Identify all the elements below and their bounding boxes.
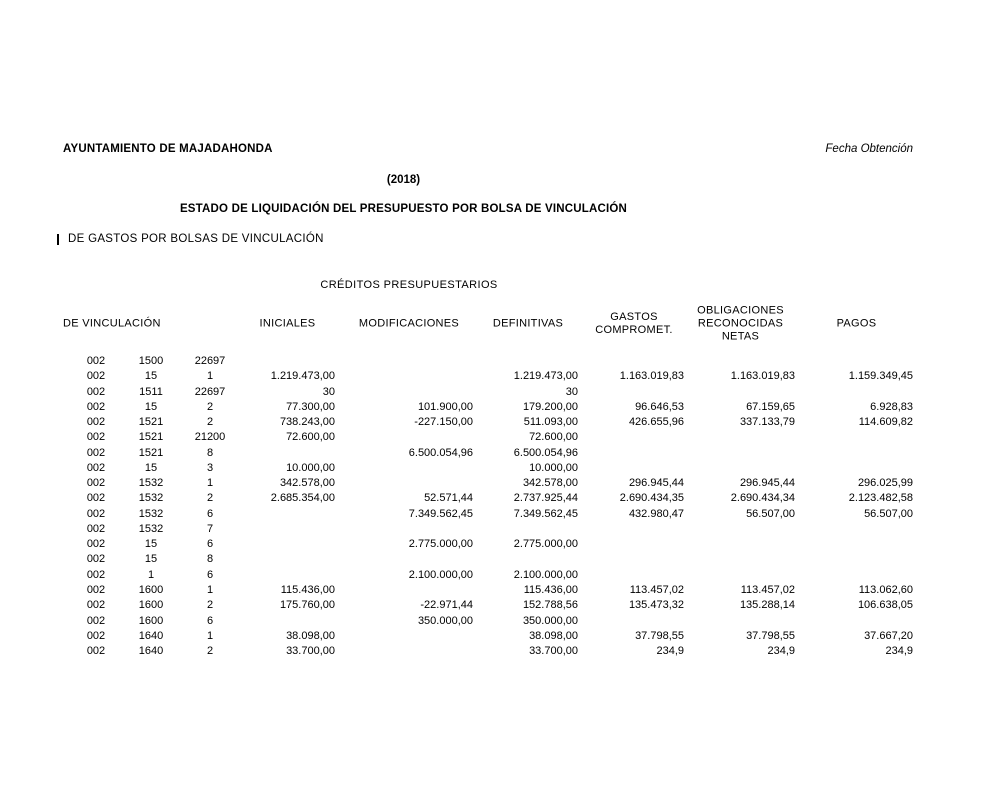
amount-cell: 2.690.434,34	[730, 492, 795, 505]
amount-cell: 234,9	[885, 645, 913, 658]
table-row	[0, 430, 1000, 445]
vinculacion-code-cell: 6	[206, 568, 214, 581]
amount-cell: 77.300,00	[286, 400, 335, 413]
vinculacion-code-cell: 002	[86, 400, 106, 413]
amount-cell: 2.100.000,00	[408, 568, 473, 581]
amount-cell: 38.098,00	[286, 629, 335, 642]
vinculacion-code-cell: 2	[206, 599, 214, 612]
amount-cell: 135.473,32	[628, 599, 684, 612]
amount-cell: 738.243,00	[279, 416, 335, 429]
vinculacion-code-cell: 6	[206, 538, 214, 551]
amount-cell: 114.609,82	[858, 416, 913, 429]
vinculacion-code-cell: 1	[206, 629, 214, 642]
vinculacion-code-cell: 002	[86, 522, 106, 535]
vinculacion-code-cell: 15	[144, 370, 158, 383]
vinculacion-code-cell: 6	[206, 614, 214, 627]
amount-cell: 342.578,00	[279, 477, 335, 490]
amount-cell: 113.457,02	[629, 583, 684, 596]
amount-cell: 350.000,00	[417, 614, 473, 627]
amount-cell: 1.219.473,00	[513, 370, 578, 383]
amount-cell: 33.700,00	[529, 645, 578, 658]
vinculacion-code-cell: 7	[206, 522, 214, 535]
section-label: DE GASTOS POR BOLSAS DE VINCULACIÓN	[68, 233, 324, 245]
creditos-presupuestarios-header: CRÉDITOS PRESUPUESTARIOS	[320, 279, 498, 291]
column-header-line: GASTOS	[610, 311, 658, 323]
amount-cell: 67.159,65	[746, 400, 795, 413]
column-header-line: RECONOCIDAS	[697, 317, 784, 330]
amount-cell: 175.760,00	[279, 599, 335, 612]
table-row	[0, 476, 1000, 491]
vinculacion-code-cell: 1600	[138, 614, 164, 627]
amount-cell: 7.349.562,45	[408, 507, 473, 520]
amount-cell: 33.700,00	[286, 645, 335, 658]
table-row	[0, 446, 1000, 461]
amount-cell: 2.123.482,58	[848, 492, 913, 505]
amount-cell: 234,9	[767, 645, 795, 658]
vinculacion-code-cell: 1	[206, 370, 214, 383]
vinculacion-code-cell: 002	[86, 629, 106, 642]
amount-cell: 37.667,20	[864, 629, 913, 642]
vinculacion-code-cell: 1521	[138, 446, 164, 459]
fecha-obtencion-label: Fecha Obtención	[825, 143, 913, 155]
vinculacion-code-cell: 2	[206, 492, 214, 505]
amount-cell: 115.436,00	[280, 583, 335, 596]
vinculacion-code-cell: 1532	[138, 477, 164, 490]
vinculacion-code-cell: 002	[86, 461, 106, 474]
amount-cell: 10.000,00	[529, 461, 578, 474]
amount-cell: 10.000,00	[286, 461, 335, 474]
vinculacion-code-cell: 1	[206, 477, 214, 490]
vinculacion-code-cell: 1	[206, 583, 214, 596]
amount-cell: 1.163.019,83	[619, 370, 684, 383]
vinculacion-code-cell: 15	[144, 538, 158, 551]
column-header-line: PAGOS	[836, 317, 877, 330]
table-row	[0, 415, 1000, 430]
amount-cell: 101.900,00	[417, 400, 473, 413]
amount-cell: 296.945,44	[739, 477, 795, 490]
amount-cell: 342.578,00	[522, 477, 578, 490]
amount-cell: 30	[565, 385, 578, 398]
vinculacion-code-cell: 22697	[194, 385, 226, 398]
amount-cell: 96.646,53	[635, 400, 684, 413]
vinculacion-code-cell: 002	[86, 370, 106, 383]
amount-cell: 296.025,99	[857, 477, 913, 490]
vinculacion-code-cell: 002	[86, 553, 106, 566]
amount-cell: 296.945,44	[628, 477, 684, 490]
vinculacion-code-cell: 002	[86, 538, 106, 551]
amount-cell: 426.655,96	[628, 416, 684, 429]
report-year: (2018)	[386, 174, 421, 186]
amount-cell: 234,9	[656, 645, 684, 658]
amount-cell: 56.507,00	[746, 507, 795, 520]
table-row	[0, 369, 1000, 384]
column-header-line: COMPROMET.	[595, 324, 673, 336]
vinculacion-code-cell: 002	[86, 599, 106, 612]
amount-cell: 179.200,00	[522, 400, 578, 413]
column-header-iniciales	[240, 318, 335, 331]
amount-cell: 2.737.925,44	[513, 492, 578, 505]
table-row	[0, 598, 1000, 613]
table-row	[0, 614, 1000, 629]
vinculacion-code-cell: 15	[144, 461, 158, 474]
table-row	[0, 644, 1000, 659]
amount-cell: 113.062,60	[858, 583, 913, 596]
vinculacion-code-cell: 002	[86, 385, 106, 398]
column-header-obligaciones-reconocidas-netas	[678, 305, 803, 344]
table-header-row	[0, 300, 1000, 348]
amount-cell: 56.507,00	[864, 507, 913, 520]
column-header-gastos-comprometidos	[574, 311, 694, 337]
organization-title: AYUNTAMIENTO DE MAJADAHONDA	[63, 143, 273, 155]
amount-cell: 152.788,56	[522, 599, 578, 612]
amount-cell: 2.775.000,00	[513, 538, 578, 551]
table-body	[0, 354, 1000, 659]
amount-cell: 113.457,02	[740, 583, 795, 596]
table-row	[0, 507, 1000, 522]
vinculacion-code-cell: 002	[86, 568, 106, 581]
amount-cell: 38.098,00	[529, 629, 578, 642]
amount-cell: 115.436,00	[523, 583, 578, 596]
vinculacion-code-cell: 15	[144, 553, 158, 566]
amount-cell: 1.163.019,83	[730, 370, 795, 383]
amount-cell: 432.980,47	[628, 507, 684, 520]
amount-cell: 7.349.562,45	[513, 507, 578, 520]
table-row	[0, 400, 1000, 415]
amount-cell: -227.150,00	[414, 416, 473, 429]
amount-cell: 6.500.054,96	[513, 446, 578, 459]
section-label-line	[57, 233, 324, 245]
vinculacion-code-cell: 002	[86, 645, 106, 658]
column-header-modificaciones	[345, 318, 473, 331]
vinculacion-code-cell: 002	[86, 446, 106, 459]
clipped-glyph	[57, 234, 59, 245]
vinculacion-code-cell: 002	[86, 431, 106, 444]
vinculacion-code-cell: 002	[86, 355, 106, 367]
vinculacion-code-cell: 1500	[138, 355, 164, 367]
document-title: ESTADO DE LIQUIDACIÓN DEL PRESUPUESTO POR BOLSA DE VINCULACIÓN	[179, 203, 628, 215]
table-row	[0, 629, 1000, 644]
vinculacion-code-cell: 3	[206, 461, 214, 474]
amount-cell: 2.685.354,00	[270, 492, 335, 505]
amount-cell: 72.600,00	[286, 431, 335, 444]
vinculacion-code-cell: 1532	[138, 522, 164, 535]
column-header-line: OBLIGACIONES	[697, 304, 784, 317]
vinculacion-code-cell: 22697	[194, 355, 226, 367]
table-row	[0, 537, 1000, 552]
vinculacion-code-cell: 1521	[138, 431, 164, 444]
column-header-line: INICIALES	[259, 317, 316, 330]
amount-cell: 72.600,00	[529, 431, 578, 444]
vinculacion-code-cell: 002	[86, 614, 106, 627]
vinculacion-code-cell: 1532	[138, 492, 164, 505]
vinculacion-code-cell: 1600	[138, 599, 164, 612]
table-row	[0, 583, 1000, 598]
amount-cell: 52.571,44	[424, 492, 473, 505]
table-row	[0, 385, 1000, 400]
amount-cell: 1.159.349,45	[848, 370, 913, 383]
vinculacion-code-cell: 002	[86, 583, 106, 596]
table-row	[0, 522, 1000, 537]
vinculacion-code-cell: 002	[86, 416, 106, 429]
column-header-line: NETAS	[721, 330, 760, 343]
amount-cell: 30	[322, 385, 335, 398]
vinculacion-code-cell: 1	[147, 568, 155, 581]
table-row	[0, 461, 1000, 476]
amount-cell: 2.100.000,00	[513, 568, 578, 581]
vinculacion-code-cell: 1521	[138, 416, 164, 429]
vinculacion-code-cell: 2	[206, 645, 214, 658]
vinculacion-code-cell: 1532	[138, 507, 164, 520]
vinculacion-code-cell: 2	[206, 416, 214, 429]
vinculacion-code-cell: 8	[206, 553, 214, 566]
amount-cell: 350.000,00	[522, 614, 578, 627]
amount-cell: 2.775.000,00	[408, 538, 473, 551]
vinculacion-code-cell: 1640	[138, 645, 164, 658]
amount-cell: 511.093,00	[523, 416, 578, 429]
amount-cell: 1.219.473,00	[270, 370, 335, 383]
column-header-pagos	[795, 318, 918, 331]
vinculacion-code-cell: 1600	[138, 583, 164, 596]
amount-cell: 106.638,05	[857, 599, 913, 612]
vinculacion-code-cell: 002	[86, 477, 106, 490]
amount-cell: -22.971,44	[420, 599, 473, 612]
vinculacion-code-cell: 6	[206, 507, 214, 520]
vinculacion-code-cell: 2	[206, 400, 214, 413]
vinculacion-code-cell: 1511	[139, 385, 163, 398]
amount-cell: 37.798,55	[635, 629, 684, 642]
amount-cell: 6.500.054,96	[408, 446, 473, 459]
column-header-definitivas	[478, 318, 578, 331]
vinculacion-code-cell: 8	[206, 446, 214, 459]
vinculacion-code-cell: 15	[144, 400, 158, 413]
table-row	[0, 552, 1000, 567]
column-header-line: MODIFICACIONES	[358, 317, 460, 330]
table-row	[0, 491, 1000, 506]
amount-cell: 337.133,79	[739, 416, 795, 429]
column-header-line: DEFINITIVAS	[492, 317, 564, 330]
vinculacion-code-cell: 1640	[138, 629, 164, 642]
vinculacion-code-cell: 21200	[194, 431, 226, 444]
amount-cell: 2.690.434,35	[619, 492, 684, 505]
amount-cell: 37.798,55	[746, 629, 795, 642]
table-row	[0, 568, 1000, 583]
vinculacion-code-cell: 002	[86, 507, 106, 520]
amount-cell: 6.928,83	[870, 400, 913, 413]
column-header-de-vinculacion: DE VINCULACIÓN	[63, 317, 161, 330]
vinculacion-code-cell: 002	[86, 492, 106, 505]
table-row	[0, 354, 1000, 369]
amount-cell: 135.288,14	[739, 599, 795, 612]
